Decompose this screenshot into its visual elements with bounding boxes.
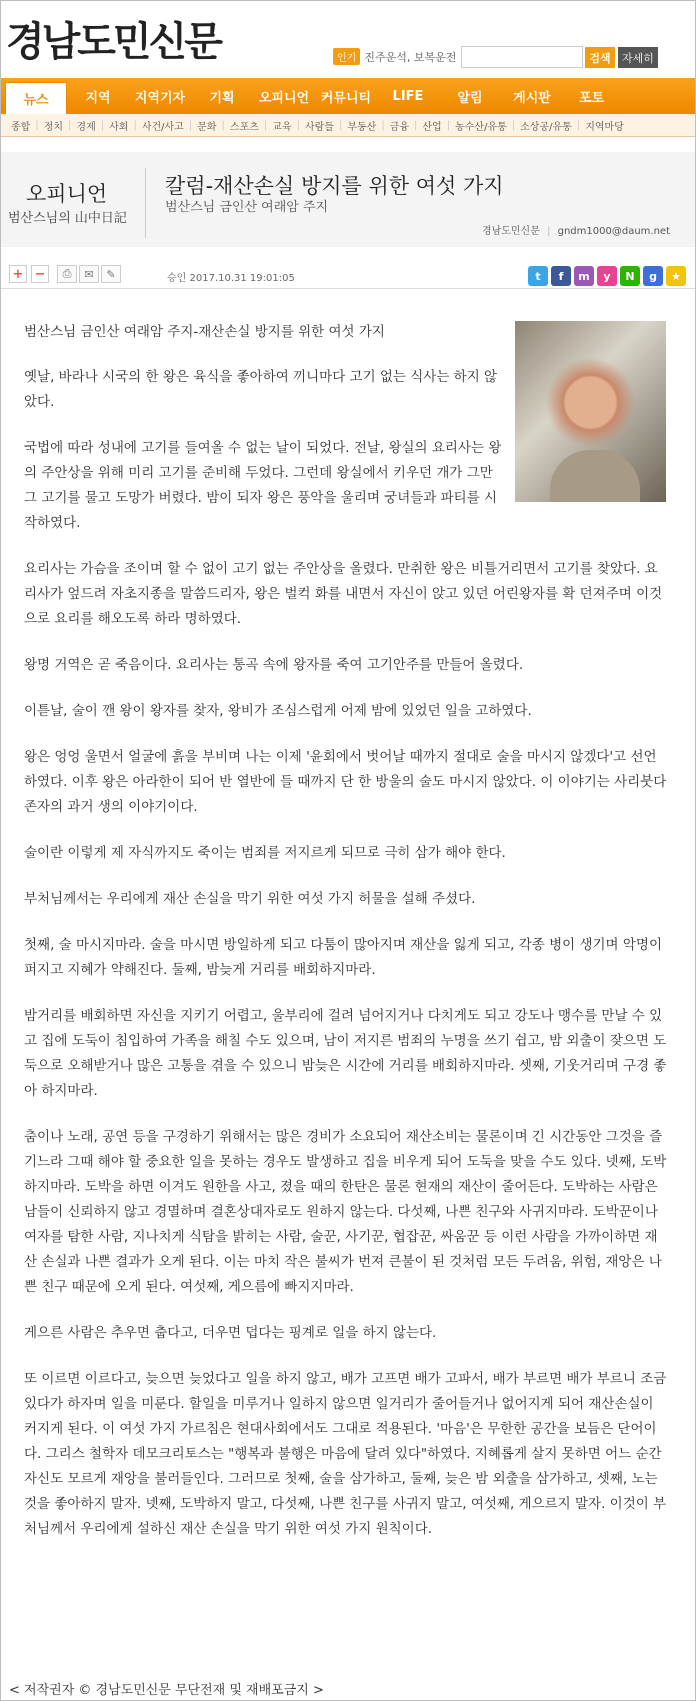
article-paragraph: 첫째, 술 마시지마라. 술을 마시면 방일하게 되고 다툼이 많아지며 재산을 잃게 되고, 각종 병이 생기며 악명이 퍼지고 지혜가 약해진다. 둘째, 밤늦게 거리를 배회하지마라. — [24, 937, 663, 978]
article-toolbar — [1, 261, 695, 289]
twitter-icon[interactable]: t — [528, 266, 548, 286]
source-name: 경남도민신문 — [481, 226, 540, 237]
subnav-item[interactable]: 농수산/유통 — [455, 121, 507, 133]
article-paragraph: 술이란 이렇게 제 자식까지도 죽이는 범죄를 저지르게 되므로 극히 삼가 해야 한다. — [24, 845, 506, 861]
subnav-item[interactable]: 교육 — [272, 121, 292, 133]
article-headline: 칼럼-재산손실 방지를 위한 여섯 가지 — [165, 174, 504, 198]
approved-date: 승인 2017.10.31 19:01:05 — [167, 273, 295, 284]
detail-search-button[interactable]: 자세히 — [618, 47, 658, 68]
subnav-item[interactable]: 문화 — [197, 121, 217, 133]
popular-tag: 인기 — [333, 48, 360, 65]
article-body — [24, 320, 669, 1563]
subnav-item[interactable]: 경제 — [76, 121, 96, 133]
article-paragraph: 왕명 거역은 곧 죽음이다. 요리사는 통곡 속에 왕자를 죽여 고기안주를 만들어 올렸다. — [24, 657, 524, 673]
article-paragraph: 왕은 엉엉 울면서 얼굴에 흙을 부비며 나는 이제 '윤회에서 벗어날 때까지 절대로 술을 마시지 않겠다'고 선언 하였다. 이후 왕은 아라한이 되어 반 열반에 들 때까지 단 한 방울의 술도 마시지 않았다. 이 이야기는 사리붓다 존자의 과거 생의 이야기이다. — [24, 749, 667, 815]
subnav-item[interactable]: 금융 — [389, 121, 410, 133]
article-paragraph: 범산스님 금인산 여래암 주지-재산손실 방지를 위한 여섯 가지 — [24, 324, 385, 340]
sub-nav: 종합 | 정치 | 경제 | 사회 | 사건/사고 | 문화 | 스포츠 | 교육 | 사람들 | 부동산 | 금융 | 산업 | 농수산/유통 | 소상공/유통 | 지역마당 — [1, 114, 695, 137]
subnav-item[interactable]: 사회 — [109, 121, 129, 133]
subnav-item[interactable]: 사건/사고 — [141, 121, 184, 133]
nav-photo[interactable]: 포토 — [578, 90, 605, 106]
article-paragraph: 게으른 사람은 추우면 춥다고, 더우면 덥다는 핑계로 일을 하지 않는다. — [24, 1325, 437, 1341]
subnav-item[interactable]: 산업 — [422, 121, 442, 133]
copyright-notice: < 저작권자 © 경남도민신문 무단전재 및 재배포금지 > — [9, 1683, 324, 1698]
facebook-icon[interactable]: f — [551, 266, 571, 286]
header-divider — [145, 168, 146, 238]
bookmark-icon[interactable]: ★ — [666, 266, 686, 286]
subnav-item[interactable]: 종합 — [11, 121, 31, 133]
nav-life[interactable]: LIFE — [392, 88, 424, 104]
article-paragraph: 춤이나 노래, 공연 등을 구경하기 위해서는 많은 경비가 소요되어 재산소비는 물론이며 긴 시간동안 그것을 즐기느라 그때 해야 할 중요한 일을 못하는 경우도 발생하고 집을 비우게 되어 도둑을 맞을 수도 있다. 넷째, 도박하지마라. 도박을 하면 이겨도 원한을 사고, 졌을 때의 한탄은 물론 현재의 재산이 줄어든다. 도박하는 사람은 남들이 신뢰하지 않고 경멸하며 결혼상대자로도 원하지 않는다. 다섯째, 나쁜 친구와 사귀지마라. 도박꾼이나 여자를 탐한 사람, 지나치게 식탐을 밝히는 사람, 술꾼, 사기꾼, 협잡꾼, 싸움꾼 등 이런 사람을 가까이하면 재산 손실과 나쁜 결과가 오게 된다. 이는 마치 작은 불씨가 번져 큰불이 된 것처럼 모든 두려움, 위험, 재앙은 나쁜 친구 때문에 오게 된다. 여섯째, 게으름에 빠지지마라. — [24, 1129, 667, 1295]
print-icon[interactable]: ⎙ — [57, 265, 77, 283]
nav-feature[interactable]: 기획 — [209, 90, 235, 106]
subnav-item[interactable]: 정치 — [43, 121, 64, 133]
nav-community[interactable]: 커뮤니티 — [320, 90, 372, 106]
nav-region[interactable]: 지역 — [85, 90, 111, 106]
subnav-item[interactable]: 지역마당 — [585, 121, 624, 133]
font-increase-button[interactable]: + — [9, 265, 27, 283]
article-paragraph: 이튿날, 술이 깬 왕이 왕자를 찾자, 왕비가 조심스럽게 어제 밤에 있었던 일을 고하였다. — [24, 703, 532, 719]
article-paragraph: 옛날, 바라나 시국의 한 왕은 육식을 좋아하여 끼니마다 고기 없는 식사는 하지 않았다. — [24, 369, 498, 410]
search-button[interactable]: 검색 — [585, 47, 615, 68]
subnav-item[interactable]: 소상공/유통 — [520, 121, 572, 133]
subnav-item[interactable]: 사람들 — [304, 121, 334, 133]
article-paragraph: 요리사는 가슴을 조이며 할 수 없이 고기 없는 주안상을 올렸다. 만취한 왕은 비틀거리면서 고기를 찾았다. 요리사가 엎드려 자초지종을 말씀드리자, 왕은 벌컥 화를 내면서 자신이 앉고 있던 어린왕자를 확 던져주며 이것으로 요리를 해오도록 하라 명하였다. — [24, 561, 663, 627]
email-icon[interactable]: ✉ — [79, 265, 99, 283]
section-title: 오피니언 — [26, 182, 108, 206]
article-paragraph: 밤거리를 배회하면 자신을 지키기 어렵고, 울부리에 걸려 넘어지거나 다치게도 되고 강도나 맹수를 만날 수 있고 집에 도둑이 침입하여 가족을 해칠 수도 있으며, 남이 저지른 범죄의 누명을 쓰기 쉽고, 밤 외출이 잦으면 도둑으로 오해받거나 많은 고통을 겪을 수 있으니 밤늦은 시간에 거리를 배회하지마라. 셋째, 기웃거리며 구경 좋아 하지마라. — [24, 1008, 667, 1099]
subnav-item[interactable]: 스포츠 — [229, 121, 259, 133]
article-paragraph: 또 이르면 이르다고, 늦으면 늦었다고 일을 하지 않고, 배가 고프면 배가 고파서, 배가 부르면 배가 부르니 조금 있다가 하자며 일을 미룬다. 할일을 미루거나 일하지 않으면 일거리가 줄어들거나 없어지게 되어 재산손실이 커지게 된다. 이 여섯 가지 가르침은 현대사회에서도 그대로 적용된다. '마음'은 무한한 공간을 보듬은 단어이다. 그리스 철학자 데모크리토스는 "행복과 불행은 마음에 달려 있다"하였다. 지혜롭게 살지 못하면 어느 순간 자신도 모르게 재앙을 불러들인다. 그러므로 첫째, 술을 삼가하고, 둘째, 늦은 밤 외출을 삼가하고, 셋째, 노는 것을 좋아하지 말자. 넷째, 도박하지 말고, 다섯째, 나쁜 친구를 사귀지 말고, 여섯째, 게으르지 말자. 이것이 부처님께서 우리에게 설하신 재산 손실을 막기 위한 여섯 가지 원칙이다. — [24, 1371, 667, 1537]
search-input[interactable] — [461, 46, 583, 68]
popular-text[interactable]: 진주운석, 보복운전 — [364, 50, 457, 64]
nav-board[interactable]: 게시판 — [513, 90, 551, 106]
naver-icon[interactable]: N — [620, 266, 640, 286]
byline: 경남도민신문 | gndm1000@daum.net — [481, 226, 670, 237]
article-paragraph: 부처님께서는 우리에게 재산 손실을 막기 위한 여섯 가지 허물을 설해 주셨다. — [24, 891, 476, 907]
main-nav — [1, 78, 695, 114]
reporter-email[interactable]: gndm1000@daum.net — [557, 226, 670, 237]
subnav-item[interactable]: 부동산 — [347, 121, 377, 133]
section-subtitle: 범산스님의 山中日記 — [8, 211, 127, 226]
nav-region-reporter[interactable]: 지역기자 — [134, 90, 186, 106]
me2day-icon[interactable]: m — [574, 266, 594, 286]
article-subhead: 범산스님 금인산 여래암 주지 — [165, 200, 329, 215]
popular-keywords — [333, 48, 456, 65]
scrap-icon[interactable]: ✎ — [101, 265, 121, 283]
article-paragraph: 국법에 따라 성내에 고기를 들여올 수 없는 날이 되었다. 전날, 왕실의 요리사는 왕의 주안상을 위해 미리 고기를 준비해 두었다. 그런데 왕실에서 키우던 개가 그만 그 고기를 물고 도망가 버렸다. 밤이 되자 왕은 풍악을 울리며 궁녀들과 파티를 시작하였다. — [24, 440, 502, 531]
font-decrease-button[interactable]: − — [31, 265, 49, 283]
site-logo[interactable]: 경남도민신문 — [6, 19, 220, 65]
nav-opinion[interactable]: 오피니언 — [258, 90, 310, 106]
google-icon[interactable]: g — [643, 266, 663, 286]
yozm-icon[interactable]: y — [597, 266, 617, 286]
nav-notice[interactable]: 알림 — [457, 90, 483, 106]
nav-news[interactable]: 뉴스 — [5, 82, 67, 114]
